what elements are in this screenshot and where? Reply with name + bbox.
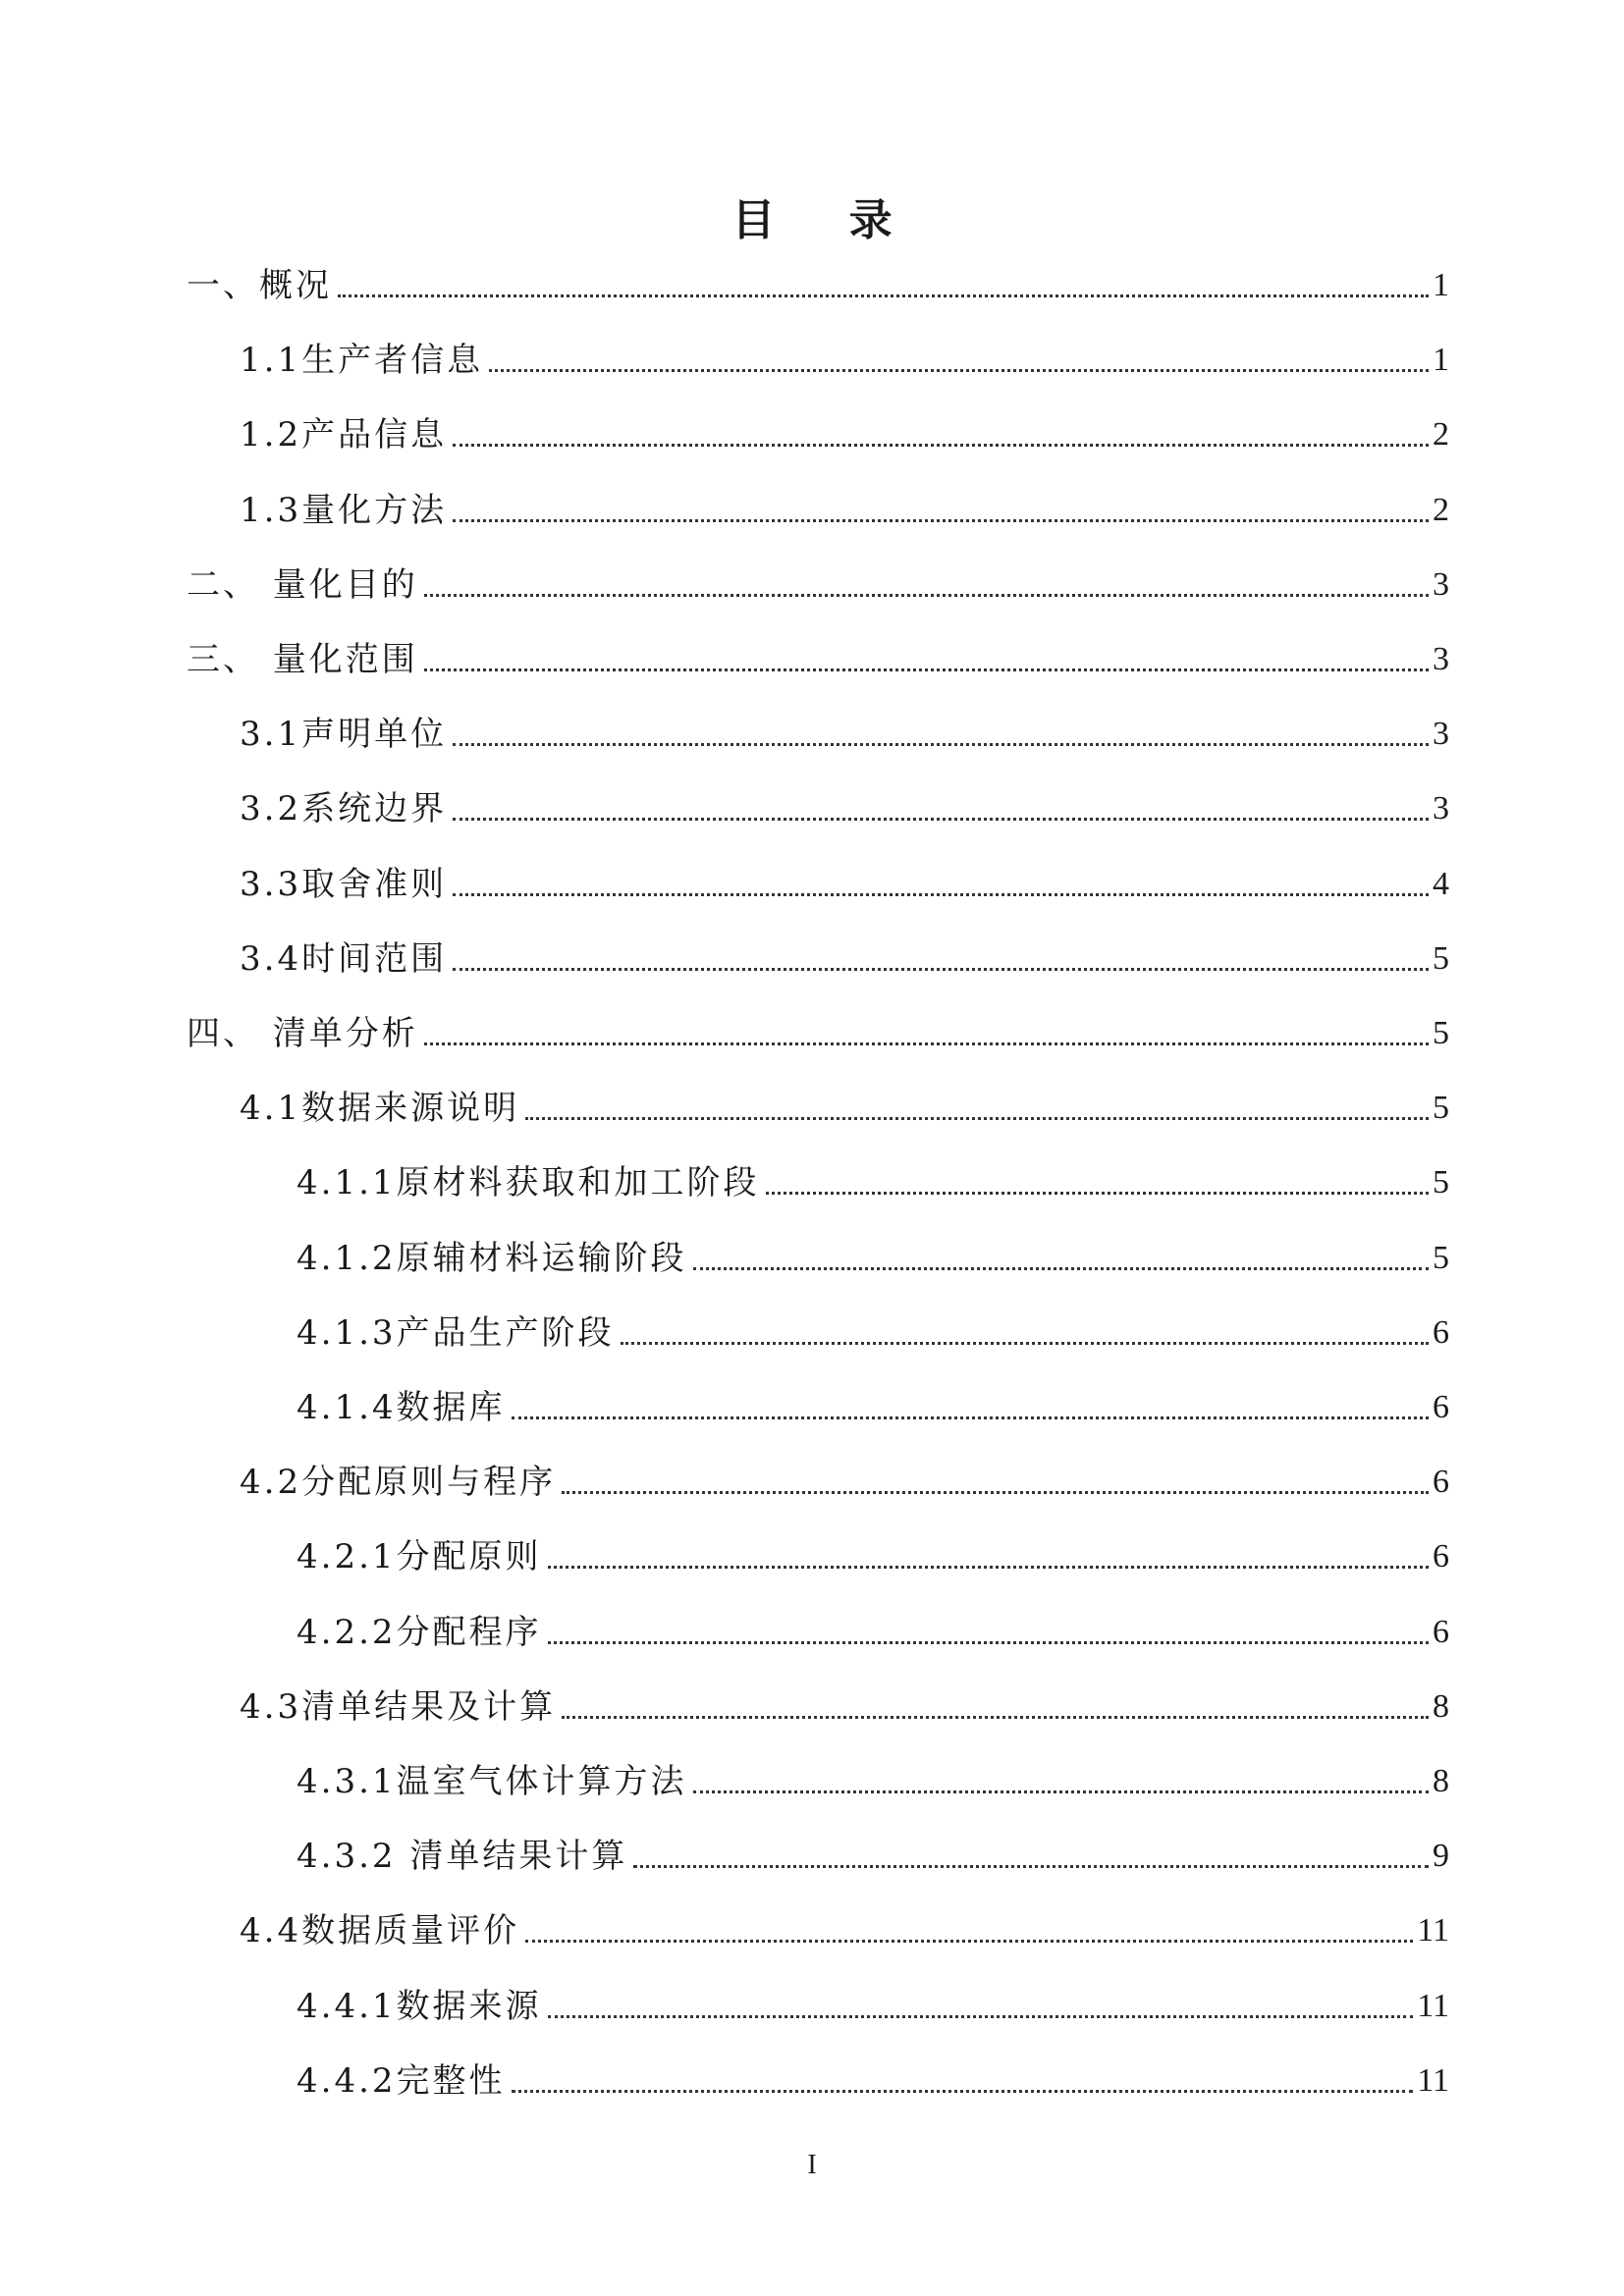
toc-leader-dots: [424, 1042, 1429, 1045]
toc-leader-dots: [489, 369, 1429, 372]
toc-entry-label: 4.2.2分配程序: [297, 1612, 542, 1652]
toc-entry-page: 3: [1433, 716, 1449, 753]
toc-entry-page: 3: [1433, 790, 1449, 828]
toc-entry[interactable]: [297, 1148, 1449, 1202]
toc-entry-label: 二、 量化目的: [187, 564, 418, 605]
toc-entry[interactable]: [187, 624, 1449, 679]
toc-leader-dots: [766, 1192, 1429, 1195]
toc-entry-page: 5: [1433, 1090, 1449, 1127]
toc-entry[interactable]: [240, 400, 1449, 454]
toc-entry-label: 4.2.1分配原则: [297, 1537, 542, 1577]
toc-entry-label: 一、概况: [187, 266, 332, 305]
toc-entry-label: 三、 量化范围: [187, 640, 418, 679]
toc-entry-page: 5: [1433, 1164, 1449, 1201]
toc-leader-dots: [633, 1865, 1429, 1868]
toc-entry[interactable]: [240, 475, 1449, 530]
toc-entry-label: 4.1数据来源说明: [240, 1089, 520, 1129]
toc-entry-page: 6: [1433, 1538, 1449, 1575]
toc-entry-label: 4.1.3产品生产阶段: [297, 1312, 615, 1353]
toc-entry[interactable]: [187, 550, 1449, 605]
toc-title: 目 录: [731, 195, 922, 245]
toc-entry[interactable]: [240, 699, 1449, 754]
toc-entry-label: 4.1.4数据库: [297, 1388, 506, 1427]
toc-entry-page: 1: [1433, 342, 1449, 379]
toc-leader-dots: [453, 743, 1429, 746]
toc-entry-page: 6: [1433, 1313, 1449, 1351]
toc-entry-page: 3: [1433, 641, 1449, 677]
toc-entry[interactable]: [240, 1073, 1449, 1128]
toc-entry-label: 4.3清单结果及计算: [240, 1686, 557, 1727]
toc-entry[interactable]: [240, 849, 1449, 904]
toc-entry[interactable]: [297, 1971, 1449, 2026]
toc-entry-label: 4.2分配原则与程序: [240, 1463, 557, 1503]
toc-entry-label: 3.3取舍准则: [240, 864, 448, 904]
page-number: I: [807, 2150, 817, 2180]
toc-leader-dots: [693, 1790, 1429, 1793]
toc-leader-dots: [512, 2090, 1414, 2093]
toc-entry-page: 6: [1433, 1464, 1449, 1501]
toc-leader-dots: [453, 444, 1429, 447]
toc-entry[interactable]: [297, 1298, 1449, 1353]
toc-leader-dots: [621, 1342, 1429, 1345]
toc-entry[interactable]: [297, 1821, 1449, 1876]
toc-entry-page: 2: [1433, 491, 1449, 528]
toc-entry[interactable]: [297, 1223, 1449, 1278]
toc-entry-label: 4.4数据质量评价: [240, 1911, 520, 1951]
toc-entry-label: 1.3量化方法: [240, 490, 448, 530]
toc-entry-page: 5: [1433, 1015, 1449, 1051]
toc-entry[interactable]: [240, 1447, 1449, 1502]
toc-leader-dots: [548, 2015, 1414, 2018]
toc-entry-label: 3.2系统边界: [240, 789, 448, 829]
toc-entry-label: 3.4时间范围: [240, 938, 448, 979]
toc-leader-dots: [525, 1940, 1413, 1943]
toc-leader-dots: [548, 1641, 1429, 1644]
toc-entry-label: 4.1.2原辅材料运输阶段: [297, 1238, 687, 1278]
toc-entry-page: 11: [1417, 1987, 1449, 2024]
toc-entry-page: 5: [1433, 939, 1449, 977]
toc-entry-label: 4.3.2 清单结果计算: [297, 1837, 628, 1877]
toc-entry[interactable]: [187, 998, 1449, 1053]
toc-entry[interactable]: [240, 924, 1449, 979]
toc-entry-page: 5: [1433, 1239, 1449, 1276]
toc-leader-dots: [424, 668, 1429, 671]
toc-leader-dots: [562, 1491, 1429, 1494]
toc-entry[interactable]: [297, 1372, 1449, 1427]
toc-entry-page: 11: [1417, 1912, 1449, 1949]
toc-entry-label: 4.4.2完整性: [297, 2060, 506, 2101]
toc-entry-label: 4.4.1数据来源: [297, 1986, 542, 2026]
toc-leader-dots: [525, 1117, 1429, 1120]
toc-entry[interactable]: [240, 325, 1449, 380]
toc-entry-label: 4.1.1原材料获取和加工阶段: [297, 1163, 760, 1203]
toc-entry-page: 3: [1433, 565, 1449, 603]
toc-entry-label: 1.2产品信息: [240, 415, 448, 455]
toc-leader-dots: [693, 1267, 1429, 1270]
toc-entry-page: 8: [1433, 1687, 1449, 1725]
toc-entry-label: 4.3.1温室气体计算方法: [297, 1762, 687, 1801]
toc-leader-dots: [453, 519, 1429, 522]
toc-entry-page: 8: [1433, 1763, 1449, 1799]
toc-entry-page: 6: [1433, 1613, 1449, 1650]
toc-leader-dots: [424, 594, 1429, 597]
toc-entry[interactable]: [240, 1672, 1449, 1727]
toc-leader-dots: [453, 893, 1429, 896]
toc-entry-page: 1: [1433, 267, 1449, 303]
toc-entry[interactable]: [240, 774, 1449, 828]
toc-leader-dots: [562, 1716, 1429, 1719]
toc-entry[interactable]: [297, 2046, 1449, 2101]
toc-leader-dots: [338, 294, 1429, 297]
toc-entry-page: 9: [1433, 1838, 1449, 1875]
toc-leader-dots: [548, 1566, 1429, 1569]
toc-entry[interactable]: [297, 1522, 1449, 1576]
toc-entry[interactable]: [240, 1896, 1449, 1950]
toc-entry-label: 1.1生产者信息: [240, 341, 484, 381]
toc-entry-page: 4: [1433, 865, 1449, 902]
toc-entry[interactable]: [297, 1597, 1449, 1652]
toc-entry-label: 3.1声明单位: [240, 715, 448, 755]
toc-entry-page: 11: [1417, 2061, 1449, 2099]
toc-entry[interactable]: [297, 1746, 1449, 1801]
toc-entry-label: 四、 清单分析: [187, 1014, 418, 1053]
toc-leader-dots: [512, 1416, 1429, 1419]
toc-entry-page: 2: [1433, 416, 1449, 454]
toc-leader-dots: [453, 968, 1429, 971]
toc-entry-page: 6: [1433, 1389, 1449, 1425]
toc-entry[interactable]: [187, 250, 1449, 305]
toc-leader-dots: [453, 818, 1429, 821]
